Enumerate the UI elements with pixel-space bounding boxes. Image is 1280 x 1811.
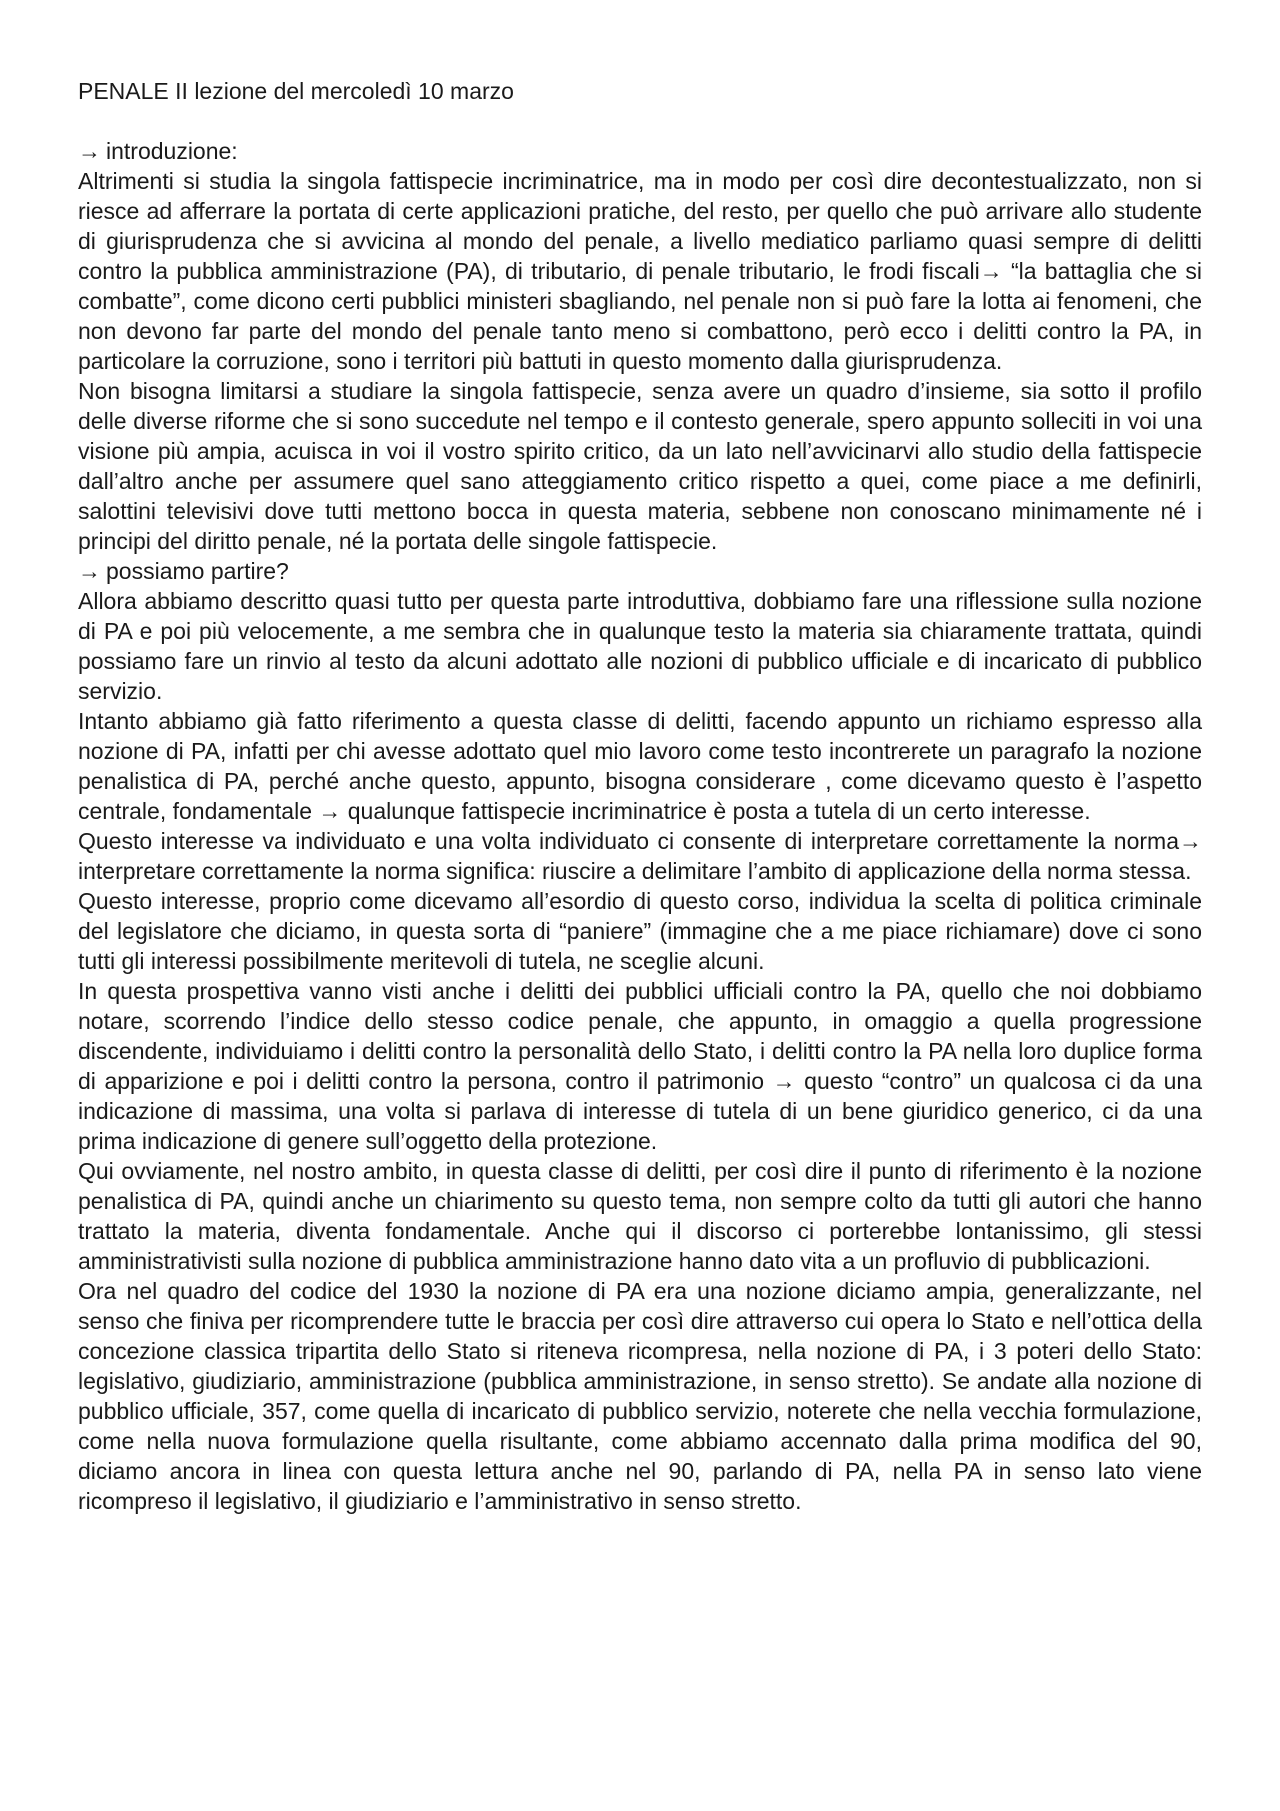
arrow-icon: →: [78, 558, 101, 584]
section-heading-possiamo-partire: [78, 556, 1202, 586]
paragraph: Questo interesse, proprio come dicevamo all’esordio di questo corso, individua la scelta di politica criminale del legislatore che diciamo, in questa sorta di “paniere” (immagine che a me piace richiamare) dove ci sono tutti gli interessi possibilmente meritevoli di tutela, ne sceglie alcuni.: [78, 888, 1202, 974]
document-title: PENALE II lezione del mercoledì 10 marzo: [78, 78, 514, 104]
paragraph: Non bisogna limitarsi a studiare la singola fattispecie, senza avere un quadro d’insieme, sia sotto il profilo delle diverse riforme che si sono succedute nel tempo e il contesto generale, spero appunto solleciti in voi una visione più ampia, acuisca in voi il vostro spirito critico, da un lato nell’avvicinarvi allo studio della fattispecie dall’altro anche per assumere quel sano atteggiamento critico rispetto a quei, come piace a me definirli, salottini televisivi dove tutti mettono bocca in questa materia, sebbene non conoscano minimamente né i principi del diritto penale, né la portata delle singole fattispecie.: [78, 378, 1202, 554]
section-heading-label: introduzione:: [106, 138, 238, 164]
arrow-icon: →: [78, 138, 101, 164]
section-heading-label: possiamo partire?: [106, 558, 289, 584]
paragraph: In questa prospettiva vanno visti anche i delitti dei pubblici ufficiali contro la PA, quello che noi dobbiamo notare, scorrendo l’indice dello stesso codice penale, che appunto, in omaggio a quella progressione discendente, individuiamo i delitti contro la personalità dello Stato, i delitti contro la PA nella loro duplice forma di apparizione e poi i delitti contro la persona, contro il patrimonio → questo “contro” un qualcosa ci da una indicazione di massima, una volta si parlava di interesse di tutela di un bene giuridico generico, ci da una prima indicazione di genere sull’oggetto della protezione.: [78, 978, 1202, 1154]
paragraph: Intanto abbiamo già fatto riferimento a questa classe di delitti, facendo appunto un richiamo espresso alla nozione di PA, infatti per chi avesse adottato quel mio lavoro come testo incontrerete un paragrafo la nozione penalistica di PA, perché anche questo, appunto, bisogna considerare , come dicevamo questo è l’aspetto centrale, fondamentale → qualunque fattispecie incriminatrice è posta a tutela di un certo interesse.: [78, 708, 1202, 824]
paragraph: Ora nel quadro del codice del 1930 la nozione di PA era una nozione diciamo ampia, generalizzante, nel senso che finiva per ricomprendere tutte le braccia per così dire attraverso cui opera lo Stato e nell’ottica della concezione classica tripartita dello Stato si riteneva ricompresa, nella nozione di PA, i 3 poteri dello Stato: legislativo, giudiziario, amministrazione (pubblica amministrazione, in senso stretto). Se andate alla nozione di pubblico ufficiale, 357, come quella di incaricato di pubblico servizio, noterete che nella vecchia formulazione, come nella nuova formulazione quella risultante, come abbiamo accennato dalla prima modifica del 90, diciamo ancora in linea con questa lettura anche nel 90, parlando di PA, nella PA in senso lato viene ricompreso il legislativo, il giudiziario e l’amministrativo in senso stretto.: [78, 1278, 1202, 1514]
paragraph: Allora abbiamo descritto quasi tutto per questa parte introduttiva, dobbiamo fare una riflessione sulla nozione di PA e poi più velocemente, a me sembra che in qualunque testo la materia sia chiaramente trattata, quindi possiamo fare un rinvio al testo da alcuni adottato alle nozioni di pubblico ufficiale e di incaricato di pubblico servizio.: [78, 588, 1202, 704]
document-page: [78, 76, 1202, 1516]
section-heading-introduzione: [78, 136, 1202, 166]
paragraph: Altrimenti si studia la singola fattispecie incriminatrice, ma in modo per così dire decontestualizzato, non si riesce ad afferrare la portata di certe applicazioni pratiche, del resto, per quello che può arrivare allo studente di giurisprudenza che si avvicina al mondo del penale, a livello mediatico parliamo quasi sempre di delitti contro la pubblica amministrazione (PA), di tributario, di penale tributario, le frodi fiscali→ “la battaglia che si combatte”, come dicono certi pubblici ministeri sbagliando, nel penale non si può fare la lotta ai fenomeni, che non devono far parte del mondo del penale tanto meno si combattono, però ecco i delitti contro la PA, in particolare la corruzione, sono i territori più battuti in questo momento dalla giurisprudenza.: [78, 168, 1202, 374]
paragraph: Qui ovviamente, nel nostro ambito, in questa classe di delitti, per così dire il punto di riferimento è la nozione penalistica di PA, quindi anche un chiarimento su questo tema, non sempre colto da tutti gli autori che hanno trattato la materia, diventa fondamentale. Anche qui il discorso ci porterebbe lontanissimo, gli stessi amministrativisti sulla nozione di pubblica amministrazione hanno dato vita a un profluvio di pubblicazioni.: [78, 1158, 1202, 1274]
paragraph: Questo interesse va individuato e una volta individuato ci consente di interpretare correttamente la norma→ interpretare correttamente la norma significa: riuscire a delimitare l’ambito di applicazione della norma stessa.: [78, 828, 1202, 884]
